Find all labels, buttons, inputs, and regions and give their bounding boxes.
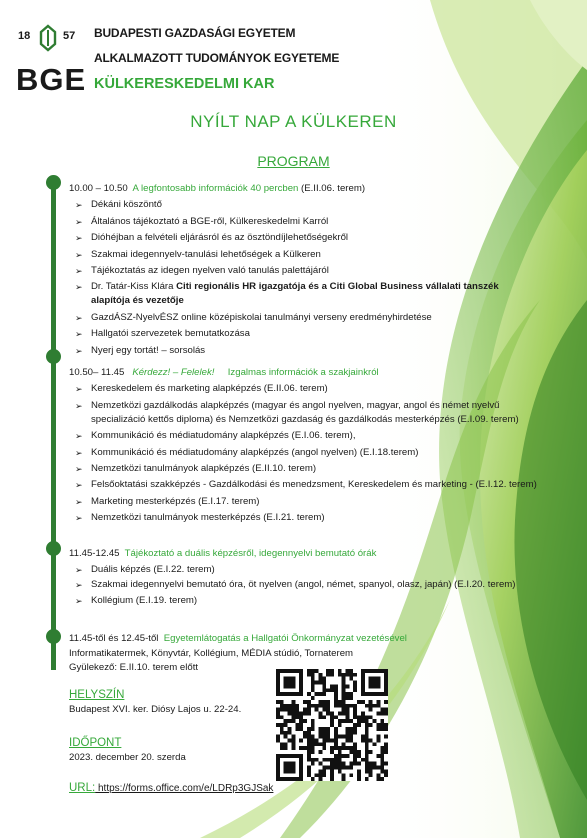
list-item: ➢ Dióhéjban a felvételi eljárásról és az ösztöndíjlehetőségekről bbox=[75, 232, 349, 244]
section-subtitle: Izgalmas információk a szakjainkról bbox=[227, 367, 379, 378]
bullet-arrow-icon: ➢ bbox=[75, 580, 83, 591]
bullet-arrow-icon: ➢ bbox=[75, 329, 83, 340]
bullet-arrow-icon: ➢ bbox=[75, 345, 83, 356]
url-block bbox=[69, 782, 273, 794]
speaker-name: Dr. Tatár-Kiss Klára bbox=[91, 281, 177, 293]
bullet-arrow-icon: ➢ bbox=[75, 249, 83, 260]
bge-logo bbox=[10, 22, 87, 100]
bullet-arrow-icon: ➢ bbox=[75, 564, 83, 575]
bullet-arrow-icon: ➢ bbox=[75, 513, 83, 524]
list-item: ➢ Kollégium (E.I.19. terem) bbox=[75, 594, 198, 606]
section-heading bbox=[69, 547, 539, 561]
location-block bbox=[69, 689, 241, 715]
faculty-name: KÜLKERESKEDELMI KAR bbox=[94, 76, 275, 92]
program-section-1 bbox=[69, 182, 539, 358]
registration-link[interactable]: https://forms.office.com/e/LDRp3GJSak bbox=[95, 783, 274, 794]
bullet-arrow-icon: ➢ bbox=[75, 265, 83, 276]
bullet-arrow-icon: ➢ bbox=[75, 496, 83, 507]
location-label: HELYSZÍN bbox=[69, 689, 125, 701]
section-time: 11.45-12.45 bbox=[69, 548, 120, 559]
list-item: ➢ Szakmai idegennyelv-tanulási lehetőségek a Külkeren bbox=[75, 248, 321, 260]
date-label: IDŐPONT bbox=[69, 737, 122, 749]
list-item: ➢ Kereskedelem és marketing alapképzés (E.II.06. terem) bbox=[75, 383, 328, 395]
section-line: Informatikatermek, Könyvtár, Kollégium, MÉDIA stúdió, Tornaterem bbox=[69, 648, 354, 659]
bullet-arrow-icon: ➢ bbox=[75, 595, 83, 606]
list-item: ➢ Szakmai idegennyelvi bemutató óra, öt nyelven (angol, német, spanyol, olasz, japán) (E.I.20. terem) bbox=[75, 579, 516, 591]
section-items bbox=[69, 563, 539, 608]
program-section-3 bbox=[69, 547, 539, 608]
list-item: ➢ Nemzetközi tanulmányok mesterképzés (E.I.21. terem) bbox=[75, 512, 325, 524]
bullet-arrow-icon: ➢ bbox=[75, 200, 83, 211]
list-item bbox=[69, 280, 539, 308]
list-item: ➢ Általános tájékoztató a BGE-ről, Külkereskedelmi Karról bbox=[75, 215, 329, 227]
bullet-arrow-icon: ➢ bbox=[75, 233, 83, 244]
qr-code bbox=[276, 669, 388, 781]
bullet-arrow-icon: ➢ bbox=[75, 400, 83, 411]
list-item: ➢ Nemzetközi gazdálkodás alapképzés (magyar és angol nyelven, magyar, angol és német nyelvű specializáció kettős diploma) és Nemzetközi gazdaság és gazdálkodás mesterképzés (E.I.09. terem) bbox=[75, 399, 519, 425]
event-title: NYÍLT NAP A KÜLKEREN bbox=[190, 112, 397, 131]
bullet-arrow-icon: ➢ bbox=[75, 431, 83, 442]
speaker-role: Citi regionális HR igazgatója és a Citi Global Business vállalati tanszék alapítója és vezetője bbox=[91, 281, 499, 307]
list-item: ➢ Nyerj egy tortát! – sorsolás bbox=[75, 344, 206, 356]
bullet-arrow-icon: ➢ bbox=[75, 480, 83, 491]
list-item: ➢ Kommunikáció és médiatudomány alapképzés (angol nyelven) (E.I.18.terem) bbox=[75, 446, 419, 458]
bullet-arrow-icon: ➢ bbox=[75, 384, 83, 395]
university-name-line1: BUDAPESTI GAZDASÁGI EGYETEM bbox=[94, 26, 296, 40]
list-item: ➢ Dékáni köszöntő bbox=[75, 199, 162, 211]
timeline-line bbox=[51, 182, 56, 670]
section-time: 11.45-től és 12.45-től bbox=[69, 633, 159, 644]
section-items bbox=[69, 198, 539, 357]
location-value: Budapest XVI. ker. Diósy Lajos u. 22-24. bbox=[69, 704, 242, 715]
university-name-line2: ALKALMAZOTT TUDOMÁNYOK EGYETEME bbox=[94, 51, 340, 65]
bullet-arrow-icon: ➢ bbox=[75, 312, 83, 323]
section-items bbox=[69, 382, 539, 525]
timeline-dot bbox=[46, 175, 61, 190]
list-item: ➢ Tájékoztatás az idegen nyelven való tanulás palettájáról bbox=[75, 264, 329, 276]
logo-leaf-icon bbox=[37, 24, 59, 52]
list-item: ➢ Kommunikáció és médiatudomány alapképzés (E.I.06. terem), bbox=[75, 430, 356, 442]
url-label: URL: bbox=[69, 782, 96, 794]
section-title: Kérdezz! – Felelek! bbox=[132, 367, 215, 378]
logo-year-left: 18 bbox=[18, 30, 31, 42]
timeline-dot bbox=[46, 629, 61, 644]
program-title: PROGRAM bbox=[257, 153, 330, 169]
logo-year-right: 57 bbox=[63, 30, 76, 42]
section-title: A legfontosabb információk 40 percben bbox=[132, 183, 299, 194]
section-title: Tájékoztató a duális képzésről, idegennyelvi bemutató órák bbox=[124, 548, 377, 559]
date-value: 2023. december 20. szerda bbox=[69, 752, 186, 763]
list-item: ➢ Hallgatói szervezetek bemutatkozása bbox=[75, 328, 250, 340]
timeline-dot bbox=[46, 541, 61, 556]
section-heading bbox=[69, 366, 539, 380]
logo-text: BGE bbox=[16, 62, 87, 97]
section-room: (E.II.06. terem) bbox=[301, 183, 366, 194]
section-time: 10.00 – 10.50 bbox=[69, 183, 128, 194]
section-line: Gyülekező: E.II.10. terem előtt bbox=[69, 662, 199, 673]
program-section-2 bbox=[69, 366, 539, 525]
section-heading bbox=[69, 182, 539, 196]
list-item: ➢ Felsőoktatási szakképzés - Gazdálkodási és menedzsment, Kereskedelem és marketing - (E.I.12. terem) bbox=[75, 479, 537, 491]
section-heading bbox=[69, 632, 539, 646]
bullet-arrow-icon: ➢ bbox=[75, 216, 83, 227]
list-item: ➢ Marketing mesterképzés (E.I.17. terem) bbox=[75, 495, 260, 507]
section-title: Egyetemlátogatás a Hallgatói Önkormányzat vezetésével bbox=[163, 633, 407, 644]
bullet-arrow-icon: ➢ bbox=[75, 463, 83, 474]
bullet-arrow-icon: ➢ bbox=[75, 447, 83, 458]
list-item: ➢ Duális képzés (E.I.22. terem) bbox=[75, 563, 215, 575]
section-time: 10.50– 11.45 bbox=[69, 367, 125, 378]
timeline-dot bbox=[46, 349, 61, 364]
bullet-arrow-icon: ➢ bbox=[75, 282, 83, 293]
list-item: ➢ Nemzetközi tanulmányok alapképzés (E.II.10. terem) bbox=[75, 462, 317, 474]
date-block bbox=[69, 737, 186, 763]
list-item: ➢ Gazd​ÁSZ-NyelvÉSZ online középiskolai tanulmányi verseny eredményhirdetése bbox=[75, 311, 432, 323]
